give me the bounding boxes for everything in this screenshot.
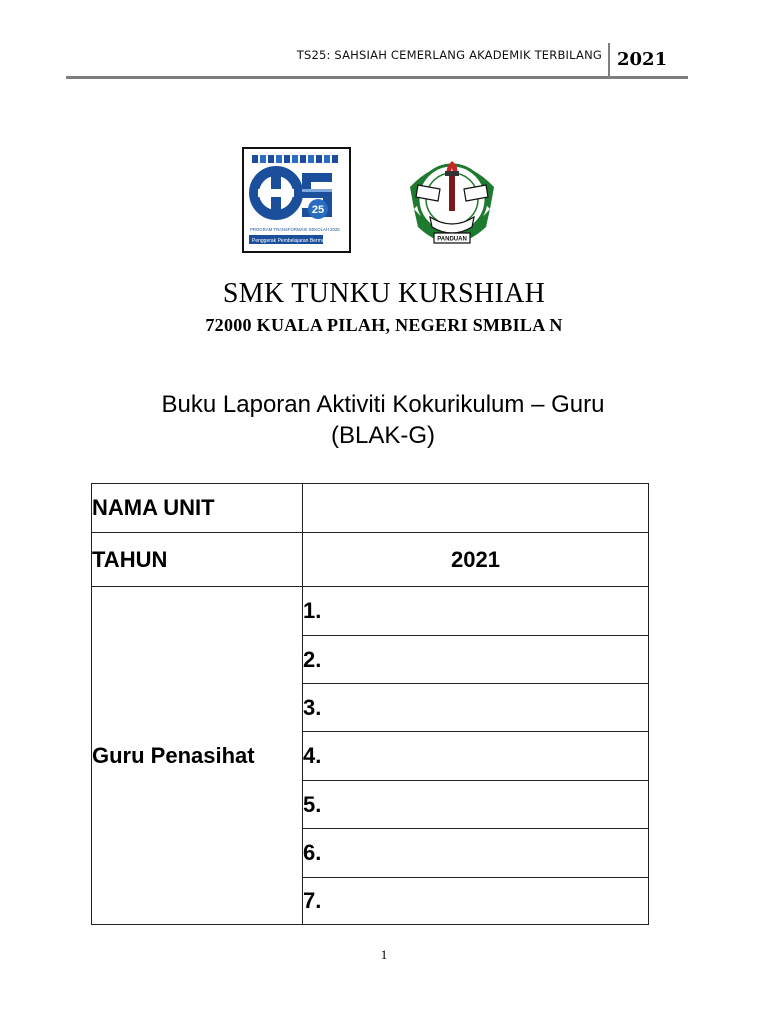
header-title: TS25: SAHSIAH CEMERLANG AKADEMIK TERBILANG [296,48,602,62]
advisor-field-2[interactable]: 2. [303,636,649,684]
document-title-line2: (BLAK-G) [330,422,435,449]
header-rule [66,76,688,79]
ts25-caption: PROGRAM TRANSFORMASI SEKOLAH 2025 [250,227,340,232]
table-row-unit [92,484,649,533]
school-name: SMK TUNKU KURSHIAH [222,278,546,309]
document-title [0,389,766,451]
crest-motto: PANDUAN [437,236,467,243]
document-title-line1: Buku Laporan Aktiviti Kokurikulum – Guru [161,391,605,418]
advisor-field-6[interactable]: 6. [303,829,649,878]
unit-field[interactable] [303,484,649,533]
table-row-advisor [92,587,649,636]
school-address: 72000 KUALA PILAH, NEGERI SMBILA N [205,315,563,335]
ts25-logo-icon [242,147,351,253]
year-label: TAHUN [92,533,303,587]
table-row-year [92,533,649,587]
advisor-field-7[interactable]: 7. [303,878,649,925]
ts25-tagline: Penggerak Pembelajaran Bermakna [252,238,333,244]
info-table [91,483,649,925]
ts25-logo-graphic [244,149,349,251]
header-divider [608,43,610,76]
ts25-badge: 25 [311,204,325,216]
page-number: 1 [380,947,388,962]
advisor-field-3[interactable]: 3. [303,684,649,732]
advisor-field-4[interactable]: 4. [303,732,649,781]
school-crest-icon [398,147,506,253]
advisor-field-5[interactable]: 5. [303,781,649,829]
school-crest-graphic [398,147,506,253]
advisor-label: Guru Penasihat [92,587,303,925]
unit-label: NAMA UNIT [92,484,303,533]
advisor-field-1[interactable]: 1. [303,587,649,636]
year-value[interactable]: 2021 [303,533,649,587]
header-year: 2021 [617,49,668,70]
